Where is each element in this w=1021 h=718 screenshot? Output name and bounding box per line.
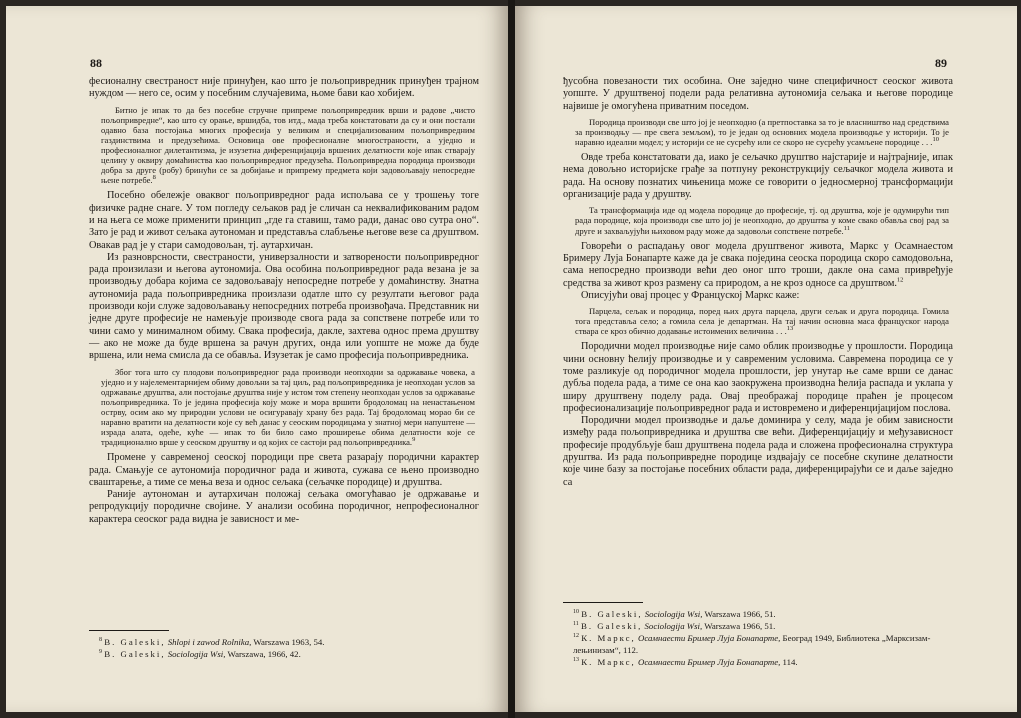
paragraph-text: Због тога што су плодови пољопривредног рада производи неопходни за одржавање човека, а уједно и у најелементарнијем обиму довољни за тај циљ, рад пољопривредника је неопходан услов за одржавање друштва, али постојање друштва није у истом том степену неопходан услов за одржавање пољопривредника. То је једина професија коју може и мора вршити бродоломац на ненастањеном острву, осим ако му природни услови не осигуравају храну без рада. Тај бродоломац морао би се наравно вратити на делатности које су већ данас у сеоским породицама у знатној мери напуштене — израда алата, одеће, куће — ипак то би било само проширење обима делатности које се традиционално врше у сеоском друштву и од којих се састоји рад пољопривредника. bbox=[101, 366, 475, 448]
paragraph-text: Породица производи све што јој је неопходно (а претпоставка за то је власништво над средствима за производњу — пре свега земљом), то је један од основних модела производње у историји. То је наравно идеални модел; у историји се не сусрећу или се скоро не сусрећу усамљене породице . . . bbox=[575, 116, 949, 148]
footnote-details: Warszawa 1966, 51. bbox=[704, 621, 776, 631]
footnote-title: Sociologija Wsi, bbox=[167, 649, 226, 659]
paragraph-text: Раније аутономан и аутархичан положај сељака омогућавао је одржавање и репродукцију породичне својине. У анализи особина породичног, непрофесионалног карактера сеоског рада видна је зависност и ме- bbox=[89, 489, 479, 525]
footnote-ref: 8 bbox=[152, 174, 156, 182]
footnote-number: 13 bbox=[573, 657, 579, 664]
paragraph-text: Говорећи о распадању овог модела друштвеног живота, Маркс у Осамнаестом Бримеру Луја Бонапарте каже да је свака поједина сеоска породица скоро самодовољна, сама непосредно производи већи део оног што троши, дакле она сама привређује средства за живот кроз размену са природом, а не кроз односе са друштвом. bbox=[563, 240, 953, 289]
footnote-ref: 9 bbox=[412, 436, 416, 444]
paragraph-text: Битно је ипак то да без посебне стручне припреме пољопривредник врши и радове „чисто пољопривредне“, као што су орање, вршидба, тов итд., мада треба констатовати да су и они постали одавно база постојања многих професија у великим и специјализованим пољопривредним газдинствима и предузећима. Основица ове професионалне многостраности, а уједно и професионалног дилетантизма, је изузетна диференцијација вршених делатности које ипак стварају целину у оквиру домаћинства као пољопривредног предузећа. Пољопривредна породица производи добра за друге (робу) бринући се за добијање и припрему предмета који задовољавају непосредне њене потребе. bbox=[101, 104, 475, 186]
footnote-author: B. Galeski, bbox=[581, 609, 643, 619]
paragraph-text: Описујући овај процес у Француској Маркс каже: bbox=[581, 289, 800, 301]
footnote-author: К. Маркс, bbox=[581, 657, 636, 667]
right-page bbox=[515, 6, 1017, 712]
paragraph-text: Из разноврсности, свестраности, универзалности и затворености пољопривредног рада произилази и његова аутономија. Ова особина пољопривредног рада везана је за производњу добара којима се задовољавају непосредне потребе у домаћинству. Знатна аутономија рада пољопривредника произлази одатле што су резултати његовог рада производи који служе задовољавању непосредних потреба произвођача. Представник ни једне друге професије не намењује производе свога рада за сопствене потребе или то чини само у минималном обиму. Свака професија, дакле, захтева однос према друштву — ако не може да буде вршена за рачун других, онда или уопште не може да буде вршена, или нема смисла да се обавља. Изузетак је само професија пољопривредника. bbox=[89, 251, 479, 362]
block-quote bbox=[563, 205, 953, 235]
footnote-title: Sociologija Wsi, bbox=[644, 609, 703, 619]
footnote-author: B. Galeski, bbox=[104, 637, 166, 647]
block-quote bbox=[89, 105, 479, 186]
footnote-number: 9 bbox=[99, 649, 102, 656]
footnote-ref: 10 bbox=[932, 136, 939, 144]
footnote bbox=[563, 632, 953, 656]
page-number: 89 bbox=[935, 56, 947, 70]
paragraph-text: фесионалну свестраност није принуђен, као што је пољопривредник принуђен трајном нуждом — него се, осим у посебним случајевима, њоме бави као хобијем. bbox=[89, 76, 479, 100]
body-paragraph bbox=[89, 190, 479, 251]
footnote-title: Sociologija Wsi, bbox=[644, 621, 703, 631]
footnote-details: Warszawa 1963, 54. bbox=[253, 637, 325, 647]
footnote bbox=[89, 636, 479, 648]
footnote-number: 12 bbox=[573, 633, 579, 640]
footnote-details: Warszawa 1966, 51. bbox=[704, 609, 776, 619]
footnote-details: 114. bbox=[782, 657, 798, 667]
paragraph-text: ђусобна повезаности тих особина. Оне заједно чине специфичност сеоског живота уопште. У друштвеној подели рада релативна аутономија сељака и његове породице највише је омогућена приватним поседом. bbox=[563, 76, 953, 112]
body-paragraph bbox=[89, 252, 479, 363]
footnote-title: Shlopi i zawod Rolnika, bbox=[167, 637, 252, 647]
footnote-details: Београд 1949, Библиотека „Марксизам-лењинизам“, 112. bbox=[573, 633, 931, 655]
paragraph-text: Парцела, сељак и породица, поред њих друга парцела, други сељак и друга породица. Гомила тога представља село; а гомила села је департман. На тај начин основна маса француског народа ствара се кроз обично додавање истоимених величина . . . bbox=[575, 306, 949, 337]
paragraph-text: Овде треба констатовати да, иако је сељачко друштво најстарије и најтрајније, ипак нема довољно историјске грађе за потпуну реконструкцију сељачког модела живота и рада. На основу познатих чињеница може се говорити о једносмерној трансформацији организације рада у друштву. bbox=[563, 152, 953, 201]
footnote bbox=[563, 608, 953, 620]
footnote bbox=[563, 620, 953, 632]
paragraph-text: Породични модел производње и даље доминира у селу, мада је обим зависности између рада пољопривредника и друштва све већи. Диференцијацију и међузависност професије продубљује баш друштвена подела рада и сложена професионална структура друштва. Из рада пољопривредне породице издвајају се посебне скупине делатности које чине базу за постојање посебних области рада, диференцирајући се и даље заједно са bbox=[563, 415, 953, 488]
footnote bbox=[89, 648, 479, 660]
footnote-title: Осамнаести Бример Луја Бонапарте, bbox=[637, 657, 781, 667]
body-paragraph bbox=[563, 341, 953, 415]
footnotes bbox=[563, 602, 953, 668]
footnote-number: 8 bbox=[99, 637, 102, 644]
block-quote bbox=[563, 306, 953, 336]
body-paragraph bbox=[563, 241, 953, 290]
body-paragraph bbox=[563, 152, 953, 201]
footnote-divider bbox=[563, 602, 643, 603]
footnote bbox=[563, 656, 953, 668]
body-paragraph bbox=[563, 415, 953, 489]
paragraph-text: Посебно обележје оваквог пољопривредног рада испољава се у трошењу тоге физичке радне снаге. У том погледу сељаков рад је сличан са неквалификованим радом и на њега се може применити принцип „где га ставиш, тамо ради, данас ово сутра оно“. Зато је рад и живот сељака аутономан и представља слабљење његове везе са друштвом. Овакав рад је у стари самодовољан, тј. аутархичан. bbox=[89, 190, 479, 251]
left-page bbox=[6, 6, 508, 712]
footnote-ref: 11 bbox=[843, 224, 850, 232]
paragraph-text: Та трансформација иде од модела породице до професије, тј. од друштва, које је одумирући тип рада породице, која производи све што јој је неопходно, до друштва у коме свако обавља свој рад за друге и захваљујући њиховом раду може да задовољи сопствене потребе. bbox=[575, 205, 949, 236]
footnote-details: Warszawa, 1966, 42. bbox=[227, 649, 301, 659]
footnote-author: B. Galeski, bbox=[104, 649, 166, 659]
footnote-ref: 13 bbox=[786, 325, 794, 333]
body-paragraph bbox=[563, 76, 953, 113]
body-paragraph bbox=[89, 489, 479, 526]
body-paragraph bbox=[89, 452, 479, 489]
footnote-divider bbox=[89, 630, 169, 631]
body-paragraph bbox=[563, 290, 953, 302]
body-paragraph bbox=[89, 76, 479, 101]
paragraph-text: Промене у савременој сеоској породици пре света разарају породични карактер рада. Смањује се аутономија породичног рада и живота, сужава се њено производно сваштарење, а тиме се мења веза и однос сељака (сељачке породице) и друштва. bbox=[89, 452, 479, 488]
page-body-text bbox=[89, 76, 479, 526]
page-number: 88 bbox=[90, 56, 102, 70]
block-quote bbox=[563, 117, 953, 147]
footnote-number: 10 bbox=[573, 609, 579, 616]
footnotes bbox=[89, 630, 479, 660]
footnote-number: 11 bbox=[573, 621, 579, 628]
book-gutter bbox=[508, 0, 515, 718]
footnote-author: К. Маркс, bbox=[581, 633, 636, 643]
footnote-title: Осамнаести Бример Луја Бонапарте, bbox=[637, 633, 781, 643]
page-body-text bbox=[563, 76, 953, 489]
block-quote bbox=[89, 367, 479, 448]
footnote-ref: 12 bbox=[896, 276, 904, 284]
paragraph-text: Породични модел производње није само облик производње у прошлости. Породица чини основну ћелију производње и у савременим условима. Савремена породица се у томе разликује од породичног модела прошлости, јер унутар ње саме врши се данас дубља подела рада, а тиме се она као заокружена производна ћелија распада и уклапа у ширу друштвену поделу рада. Овај преображај породице праћен је процесом професионализације пољопривредног рада и истовремено и диференцијацијом послова. bbox=[563, 341, 953, 414]
footnote-author: B. Galeski, bbox=[580, 621, 643, 631]
